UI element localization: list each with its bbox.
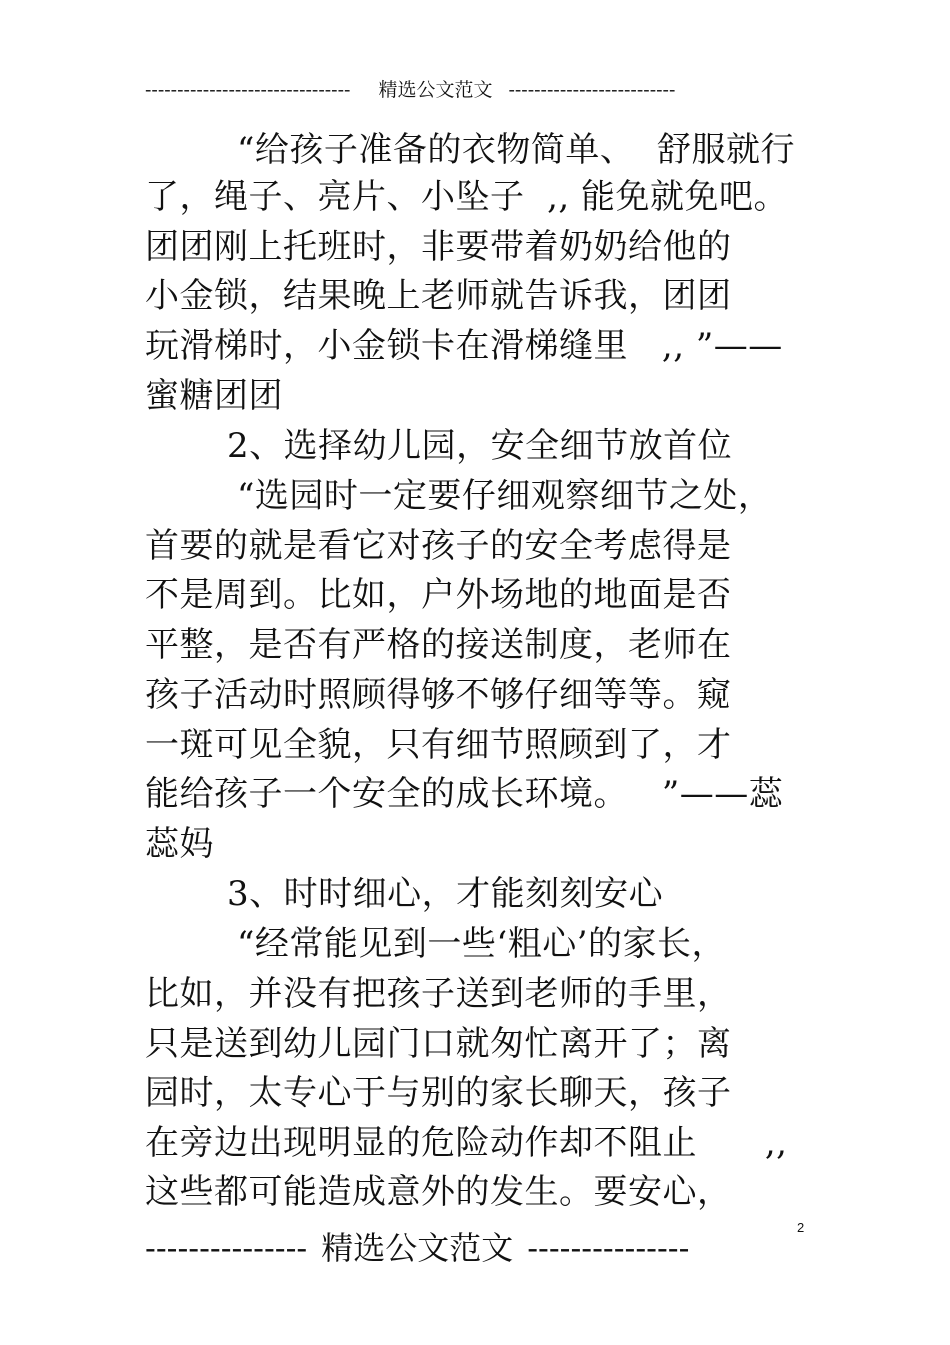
body-line: 小金锁，结果晚上老师就告诉我，团团 [145,276,732,316]
header-title: 精选公文范文 [378,79,493,101]
body-line: 比如，并没有把孩子送到老师的手里， [145,974,732,1014]
section-heading: 3、时时细心，才能刻刻安心 [227,874,664,914]
page-number: 2 [797,1220,805,1235]
body-line: 一斑可见全貌，只有细节照顾到了，才 [145,725,732,765]
body-line: 蕊妈 [145,824,214,864]
footer-dashes-left: --------------- [145,1229,308,1267]
footer-dashes-right: --------------- [527,1229,690,1267]
section-heading: 2、选择幼儿园，安全细节放首位 [227,426,733,466]
body-line: 能给孩子一个安全的成长环境。 ”——蕊 [145,774,784,814]
body-line: “给孩子准备的衣物简单、 舒服就行 [237,130,795,170]
body-line: 蜜糖团团 [145,376,283,416]
body-line: 孩子活动时照顾得够不够仔细等等。窥 [145,675,732,715]
body-line: “经常能见到一些‘粗心’的家长， [237,924,726,964]
body-line: 了，绳子、亮片、小坠子 ,, 能免就免吧。 [145,177,789,217]
page-footer [145,1226,689,1270]
body-line: 园时，太专心于与别的家长聊天，孩子 [145,1073,732,1113]
body-line: 首要的就是看它对孩子的安全考虑得是 [145,526,732,566]
body-line: 不是周到。比如，户外场地的地面是否 [145,575,732,615]
header-dashes-left: -------------------------------- [145,79,351,101]
body-line: “选园时一定要仔细观察细节之处， [237,476,773,516]
body-line: 在旁边出现明显的危险动作却不阻止 ,, [145,1123,788,1163]
footer-title: 精选公文范文 [321,1229,514,1267]
body-line: 平整，是否有严格的接送制度，老师在 [145,625,732,665]
body-line: 只是送到幼儿园门口就匆忙离开了；离 [145,1024,732,1064]
body-line: 团团刚上托班时，非要带着奶奶给他的 [145,227,732,267]
body-line: 玩滑梯时，小金锁卡在滑梯缝里 ,, ”—— [145,326,783,366]
body-line: 这些都可能造成意外的发生。要安心， [145,1172,732,1212]
header-dashes-right: -------------------------- [508,79,676,101]
page-header [145,76,775,104]
